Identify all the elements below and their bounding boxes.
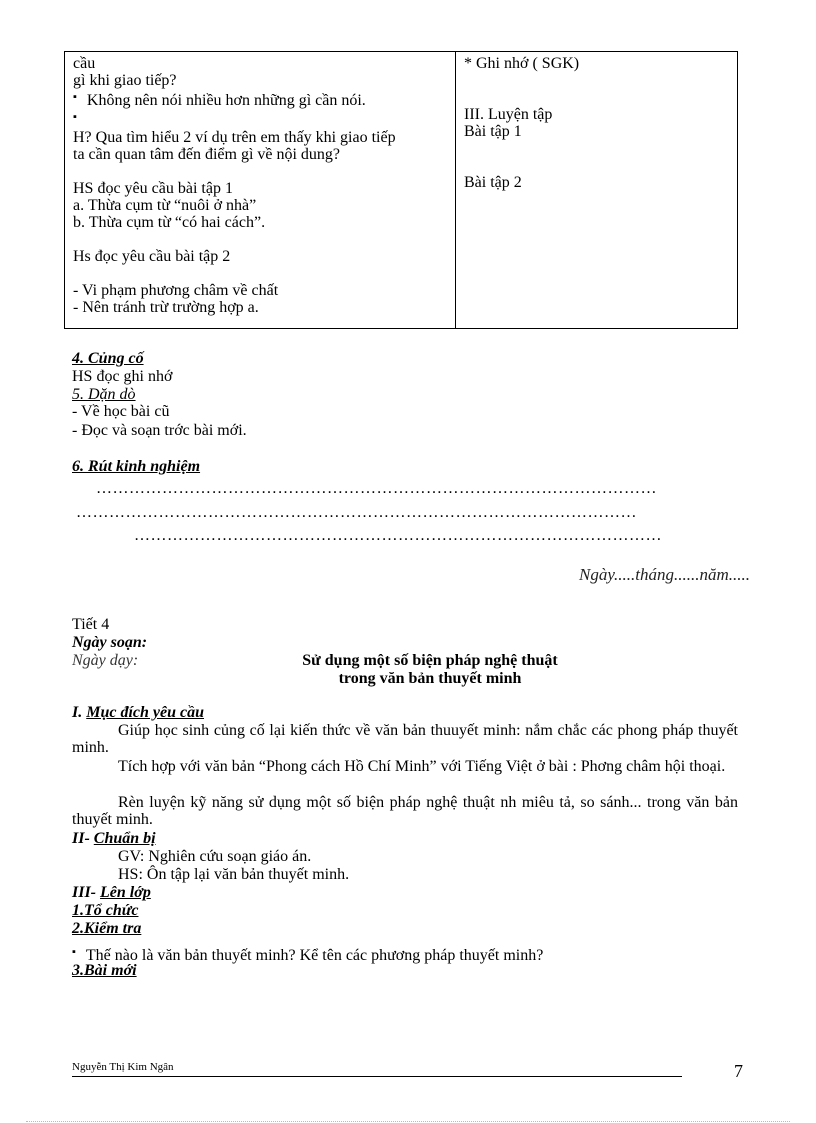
- student-preparation: HS: Ôn tập lại văn bản thuyết minh.: [118, 866, 350, 883]
- text-line: [464, 123, 731, 140]
- bullet-marker: ▪: [73, 111, 77, 123]
- blank-line: [73, 231, 449, 248]
- page-number: 7: [734, 1061, 743, 1081]
- text-line: [73, 214, 449, 231]
- blank-line: [464, 140, 731, 157]
- line-text: H? Qua tìm hiểu 2 ví dụ trên em thấy khi giao tiếp: [73, 129, 396, 146]
- section1-title: Mục đích yêu cầu: [86, 704, 205, 721]
- teach-date-label: Ngày dạy:: [72, 652, 139, 669]
- text-line: [464, 174, 731, 191]
- text-line: [73, 248, 449, 265]
- bullet-line: [73, 89, 449, 109]
- text-line: [73, 282, 449, 299]
- footer-author: Nguyễn Thị Kim Ngân: [72, 1061, 174, 1073]
- blank-line: [73, 265, 449, 282]
- period-label: Tiết 4: [72, 616, 110, 633]
- review-dotted-line: …………………………………………………………………………………………: [76, 504, 637, 521]
- line-text: III. Luyện tập: [464, 106, 553, 123]
- line-text: * Ghi nhớ ( SGK): [464, 55, 580, 72]
- text-line: [73, 299, 449, 316]
- lesson-title-line2: trong văn bản thuyết minh: [338, 670, 522, 687]
- page-bottom-border: [26, 1121, 790, 1122]
- section2-title: Chuẩn bị: [93, 830, 156, 847]
- line-text: HS đọc yêu cầu bài tập 1: [73, 180, 233, 197]
- text-line: [464, 55, 731, 72]
- text-line: [73, 72, 449, 89]
- line-text: - Nên tránh trừ trường hợp a.: [73, 299, 259, 316]
- text-line: [73, 180, 449, 197]
- objective-paragraph: Giúp học sinh củng cố lại kiến thức về văn bản thuuyết minh: nắm chắc các phong pháp thuyết minh.: [72, 722, 738, 756]
- homework-line: - Về học bài cũ: [72, 403, 170, 420]
- line-text: ta cần quan tâm đến điểm gì về nội dung?: [73, 146, 341, 163]
- section1-number: I.: [72, 704, 83, 721]
- bullet-marker: ▪: [73, 91, 77, 103]
- line-text: Không nên nói nhiều hơn những gì cần nói.: [86, 92, 366, 109]
- blank-line: [73, 163, 449, 180]
- review-heading: 6. Rút kinh nghiệm: [72, 458, 201, 475]
- text-line: [73, 129, 449, 146]
- check-question: ▪ Thế nào là văn bản thuyết minh? Kể tên các phương pháp thuyết minh?: [72, 946, 544, 964]
- review-dotted-line: ……………………………………………………………………………………: [134, 527, 662, 544]
- check-question-text: Thế nào là văn bản thuyết minh? Kể tên các phương pháp thuyết minh?: [85, 947, 544, 964]
- blank-line: [464, 157, 731, 174]
- line-text: a. Thừa cụm từ “nuôi ở nhà”: [73, 197, 257, 214]
- section2-heading: [72, 830, 156, 847]
- line-text: Hs đọc yêu cầu bài tập 2: [73, 248, 231, 265]
- content-cell: [456, 52, 738, 329]
- footer-rule: [72, 1076, 682, 1077]
- lesson-title-line1: Sử dụng một số biện pháp nghệ thuật: [302, 652, 558, 669]
- subsection-organization: 1.Tổ chức: [72, 902, 139, 919]
- line-text: Bài tập 1: [464, 123, 522, 140]
- section3-title: Lên lớp: [100, 884, 151, 901]
- text-line: [73, 55, 449, 72]
- line-text: cầu: [73, 55, 96, 72]
- line-text: Bài tập 2: [464, 174, 522, 191]
- line-text: gì khi giao tiếp?: [73, 72, 177, 89]
- prep-date-label: Ngày soạn:: [72, 634, 148, 651]
- review-dotted-line: …………………………………………………………………………………………: [96, 480, 657, 497]
- text-line: [464, 106, 731, 123]
- objective-paragraph: Rèn luyện kỹ năng sử dụng một số biện pháp nghệ thuật nh miêu tả, so sánh... trong văn bản thuyết minh.: [72, 794, 738, 828]
- section2-number: II-: [72, 830, 90, 847]
- consolidation-heading: 4. Củng cố: [72, 350, 144, 367]
- line-text: - Vi phạm phương châm về chất: [73, 282, 279, 299]
- teacher-preparation: GV: Nghiên cứu soạn giáo án.: [118, 848, 312, 865]
- consolidation-line: HS đọc ghi nhớ: [72, 368, 173, 385]
- text-line: [73, 197, 449, 214]
- subsection-new-lesson: 3.Bài mới: [72, 962, 137, 979]
- blank-line: [464, 72, 731, 89]
- blank-line: [464, 89, 731, 106]
- line-text: b. Thừa cụm từ “có hai cách”.: [73, 214, 266, 231]
- homework-heading: 5. Dặn dò: [72, 386, 136, 403]
- subsection-check: 2.Kiểm tra: [72, 920, 142, 937]
- section3-heading: [72, 884, 151, 901]
- bullet-line: [73, 109, 449, 129]
- teacher-student-activities-cell: [65, 52, 456, 329]
- date-line: Ngày.....tháng......năm.....: [579, 565, 750, 584]
- text-line: [73, 146, 449, 163]
- lesson-table: [64, 51, 738, 329]
- section1-heading: [72, 704, 204, 721]
- homework-line: - Đọc và soạn trớc bài mới.: [72, 422, 247, 439]
- section3-number: III-: [72, 884, 97, 901]
- objective-paragraph: Tích hợp với văn bản “Phong cách Hồ Chí Minh” với Tiếng Việt ở bài : Phơng châm hội thoại.: [118, 758, 726, 775]
